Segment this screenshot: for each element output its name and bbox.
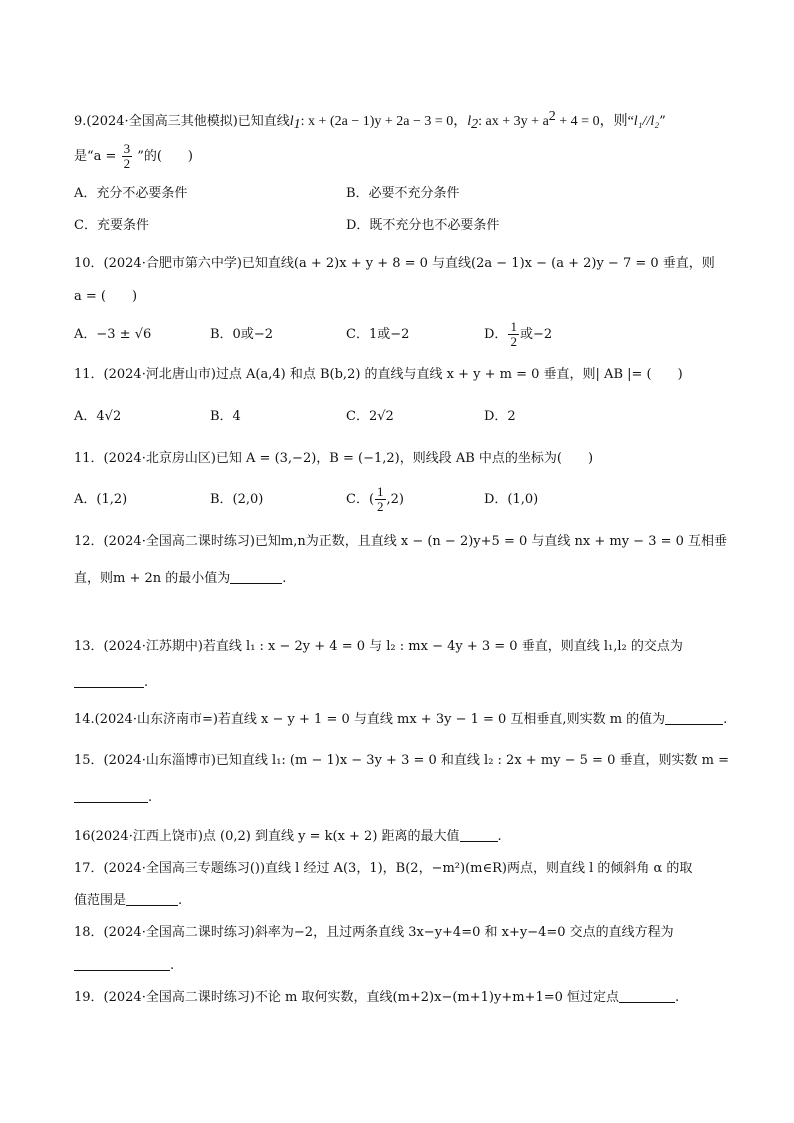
q9-prefix: 9.(2024·全国高三其他模拟)已知直线 <box>74 114 290 129</box>
q12-stem: 12．(2024·全国高二课时练习)已知m,n为正数，且直线 x − (n − 2)y+5 = 0 与直线 nx + my − 3 = 0 互相垂 <box>74 534 728 549</box>
q15-stem-line2: . <box>74 788 152 807</box>
q9-l2-tail: + 4 = 0，则“ <box>555 114 634 129</box>
q12-answer-blank[interactable] <box>230 569 282 584</box>
q13-stem: 13．(2024·江苏期中)若直线 l₁ : x − 2y + 4 = 0 与 l₂ : mx − 4y + 3 = 0 垂直，则直线 l₁,l₂ 的交点为 <box>74 639 683 654</box>
q18-stem-line2: . <box>74 956 174 975</box>
q10-option-d-fraction: $\frac{1}{2}$ <box>510 319 517 349</box>
q14-answer-blank[interactable] <box>665 710 723 725</box>
q10-stem-line2: a = ( ) <box>74 289 138 304</box>
q9-l1: l <box>289 114 294 129</box>
q11b-option-c-fraction: $\frac{1}{2}$ <box>377 484 384 514</box>
q11a-option-b[interactable]: B．4 <box>210 409 241 424</box>
q9-close: ” <box>659 114 666 129</box>
q10-option-b[interactable]: B．0或−2 <box>210 327 273 342</box>
q9-line2-prefix: 是“a = <box>74 149 117 164</box>
q11a-option-c[interactable]: C．2√2 <box>346 409 394 424</box>
q11a-option-d[interactable]: D．2 <box>484 409 516 424</box>
q9-option-d[interactable]: D．既不充分也不必要条件 <box>346 218 500 233</box>
q11b-option-c[interactable]: C．( $\frac{1}{2}$ ,2) <box>346 484 405 514</box>
q11b-option-d[interactable]: D．(1,0) <box>484 492 539 507</box>
q18-answer-blank[interactable] <box>74 956 170 971</box>
q11b-option-b[interactable]: B．(2,0) <box>210 492 264 507</box>
q16-answer-blank[interactable] <box>460 827 498 842</box>
q9-l2: l <box>467 114 472 129</box>
q9-option-c[interactable]: C．充要条件 <box>74 218 149 233</box>
q11a-option-a[interactable]: A．4√2 <box>74 409 122 424</box>
q15-answer-blank[interactable] <box>74 788 148 803</box>
q9-l1-eq: : x + (2a − 1)y + 2a − 3 = 0， <box>300 114 468 129</box>
q18-stem: 18．(2024·全国高二课时练习)斜率为−2，且过两条直线 3x−y+4=0 和 x+y−4=0 交点的直线方程为 <box>74 925 674 940</box>
q16-stem: 16(2024·江西上饶市)点 (0,2) 到直线 y = k(x + 2) 距离的最大值 . <box>74 829 502 844</box>
q17-stem-line2: 值范围是 . <box>74 893 183 908</box>
q9-fraction: $\frac{3}{2}$ <box>123 141 131 171</box>
q11a-stem: 11．(2024·河北唐山市)过点 A(a,4) 和点 B(b,2) 的直线与直线 x + y + m = 0 垂直，则| AB |= ( ) <box>74 367 683 382</box>
q10-option-d[interactable]: D． $\frac{1}{2}$ 或−2 <box>484 319 553 349</box>
q12-stem-line2: 直，则m + 2n 的最小值为 . <box>74 571 287 586</box>
q13-answer-blank[interactable] <box>74 673 144 688</box>
q9-line2 <box>74 140 193 174</box>
q9-l2-eq: : ax + 3y + a <box>478 114 549 129</box>
q9-cond: l₁//l₂ <box>633 114 660 129</box>
q13-stem-line2: . <box>74 673 148 692</box>
q10-option-c[interactable]: C．1或−2 <box>346 327 410 342</box>
q17-stem: 17．(2024·全国高三专题练习())直线 l 经过 A(3，1)，B(2，−m²)(m∈R)两点，则直线 l 的倾斜角 α 的取 <box>74 861 693 876</box>
q10-option-a[interactable]: A．−3 ± √6 <box>74 327 152 342</box>
q19-stem: 19．(2024·全国高二课时练习)不论 m 取何实数，直线(m+2)x−(m+1)y+m+1=0 恒过定点 . <box>74 990 680 1005</box>
q17-answer-blank[interactable] <box>126 891 178 906</box>
q9-line2-suffix: ”的( ) <box>137 149 193 164</box>
q19-answer-blank[interactable] <box>619 988 675 1003</box>
q9-option-a[interactable]: A．充分不必要条件 <box>74 186 188 201</box>
q9-option-b[interactable]: B．必要不充分条件 <box>346 186 460 201</box>
q14-stem: 14.(2024·山东济南市=)若直线 x − y + 1 = 0 与直线 mx + 3y − 1 = 0 互相垂直,则实数 m 的值为 . <box>74 712 728 727</box>
q15-stem: 15．(2024·山东淄博市)已知直线 l₁: (m − 1)x − 3y + 3 = 0 和直线 l₂ : 2x + my − 5 = 0 垂直，则实数 m = <box>74 753 729 768</box>
q10-stem: 10．(2024·合肥市第六中学)已知直线(a + 2)x + y + 8 = 0 与直线(2a − 1)x − (a + 2)y − 7 = 0 垂直，则 <box>74 256 715 271</box>
q11b-option-a[interactable]: A．(1,2) <box>74 492 128 507</box>
q9-line1: 9.(2024·全国高三其他模拟)已知直线$l_1$: x + (2a − 1)y + 2a − 3 = 0，$l_2$: ax + $3y + a^2 + 4 = 0$，则“l₁//l₂” <box>74 109 666 132</box>
q11b-stem: 11．(2024·北京房山区)已知 A = (3,−2)，B = (−1,2)，则线段 AB 中点的坐标为( ) <box>74 451 594 466</box>
